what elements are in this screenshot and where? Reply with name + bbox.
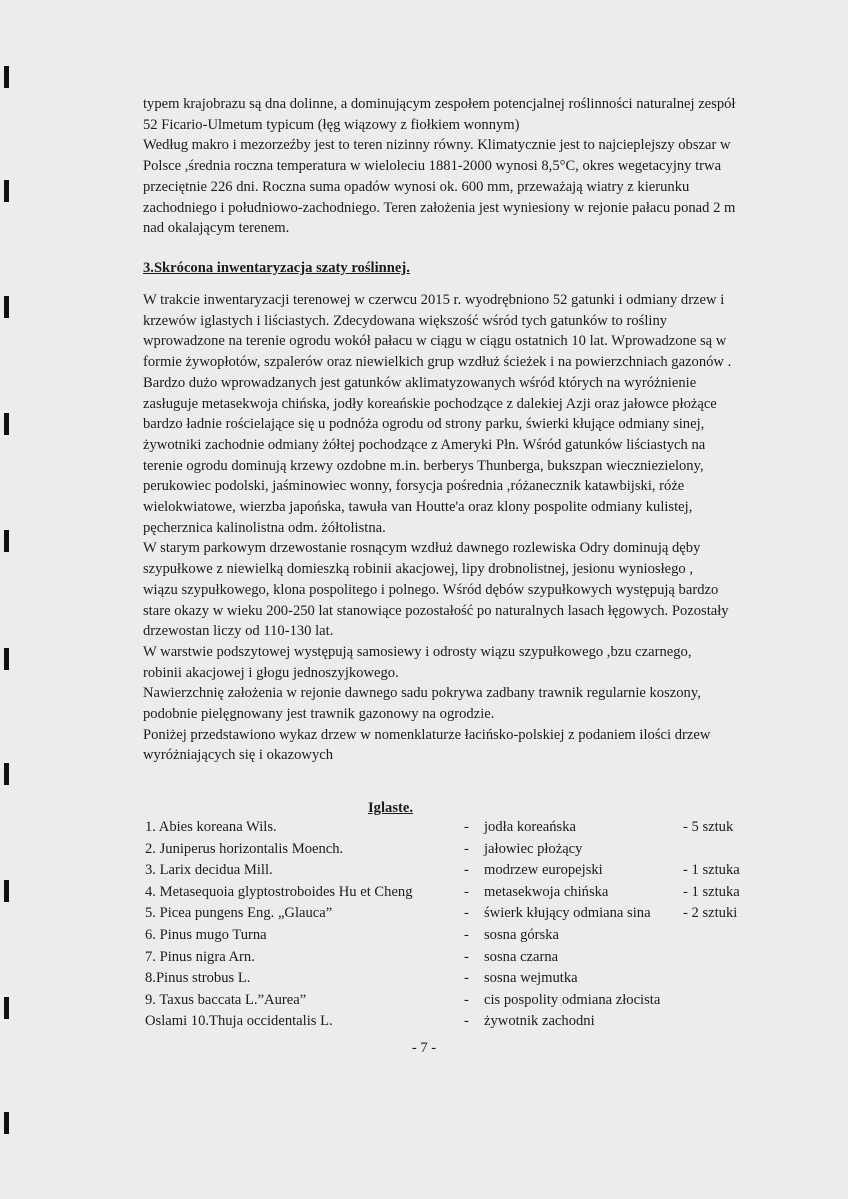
text-line: drzewostan liczy od 110-130 lat. bbox=[143, 623, 334, 640]
conifer-row bbox=[0, 884, 848, 904]
text-line: robinii akacjowej i głogu jednoszyjkowego. bbox=[143, 664, 399, 681]
latin-name: 9. Taxus baccata L.”Aurea” bbox=[145, 991, 307, 1008]
text-line: zasługuje metasekwoja chińska, jodły koreańskie pochodzące z dalekiej Azji oraz jałowce płożące bbox=[143, 395, 717, 412]
binding-mark bbox=[4, 180, 9, 202]
text-line: wielokwiatowe, wierzba japońska, tawuła van Houtte'a oraz klony pospolite odmiany kulistej, bbox=[143, 499, 693, 515]
text-line: W starym parkowym drzewostanie rosnącym wzdłuż dawnego rozlewiska Odry dominują dęby bbox=[143, 540, 701, 557]
text-line: wprowadzone na terenie ogrodu wokół pałacu w ciągu w ciągu ostatnich 10 lat. Wprowadzone są w bbox=[143, 333, 727, 350]
conifer-row bbox=[0, 949, 848, 969]
text-line: terenie ogrodu dominują krzewy ozdobne m.in. berberys Thunberga, bukszpan wiecznie​zielony, bbox=[143, 457, 704, 474]
text-line: stare okazy w wieku 200-250 lat stanowiące pozostałość po naturalnych lasach łęgowych. Pozostały bbox=[143, 602, 729, 619]
separator-dash: - bbox=[464, 948, 469, 965]
polish-name: sosna czarna bbox=[484, 948, 559, 965]
text-line: typem krajobrazu są dna dolinne, a dominującym zespołem potencjalnej roślinności naturalnej zespół bbox=[143, 96, 736, 112]
conifer-row bbox=[0, 862, 848, 882]
conifer-row bbox=[0, 841, 848, 861]
specimen-count: - 2 sztuki bbox=[683, 905, 738, 922]
latin-name: 7. Pinus nigra Arn. bbox=[145, 948, 255, 965]
conifers-heading: Iglaste. bbox=[368, 800, 413, 816]
separator-dash: - bbox=[464, 840, 469, 857]
text-line: bardzo ładnie rościelające się u podnóża ogrodu od strony parku, świerki kłujące odmiany sinej, bbox=[143, 416, 705, 433]
latin-name: 2. Juniperus horizontalis Moench. bbox=[145, 840, 344, 857]
polish-name: metasekwoja chińska bbox=[484, 883, 609, 900]
polish-name: jodła koreańska bbox=[484, 819, 576, 835]
binding-mark bbox=[4, 296, 9, 318]
conifer-row bbox=[0, 905, 848, 925]
binding-mark bbox=[4, 1112, 9, 1134]
text-line: żywotniki zachodnie odmiany żółtej pochodzące z Ameryki Płn. Wśród gatunków liściastych na bbox=[143, 436, 706, 453]
latin-name: 6. Pinus mugo Turna bbox=[145, 927, 267, 943]
polish-name: świerk kłujący odmiana sina bbox=[484, 905, 651, 922]
binding-mark bbox=[4, 530, 9, 552]
specimen-count: - 1 sztuka bbox=[683, 883, 740, 900]
separator-dash: - bbox=[464, 883, 469, 900]
specimen-count: - 1 sztuka bbox=[683, 862, 740, 879]
polish-name: żywotnik zachodni bbox=[484, 1013, 595, 1030]
text-line: W trakcie inwentaryzacji terenowej w czerwcu 2015 r. wyodrębniono 52 gatunki i odmiany drzew i bbox=[143, 292, 725, 308]
separator-dash: - bbox=[464, 970, 469, 987]
binding-mark bbox=[4, 413, 9, 435]
binding-mark bbox=[4, 763, 9, 785]
conifer-row bbox=[0, 927, 848, 947]
latin-name: 4. Metasequoia glyptostroboides Hu et Cheng bbox=[145, 883, 413, 900]
specimen-count: - 5 sztuk bbox=[683, 819, 734, 835]
separator-dash: - bbox=[464, 905, 469, 922]
latin-name: 5. Picea pungens Eng. „Glauca” bbox=[145, 905, 333, 922]
conifer-row bbox=[0, 992, 848, 1012]
polish-name: cis pospolity odmiana złocista bbox=[484, 991, 661, 1008]
separator-dash: - bbox=[464, 819, 469, 835]
text-line: nad okalającym terenem. bbox=[143, 220, 290, 237]
text-line: formie żywopłotów, szpalerów oraz niewielkich grup wzdłuż ścieżek i na powierzchniach gazonów . bbox=[143, 354, 732, 371]
latin-name: 1. Abies koreana Wils. bbox=[145, 819, 277, 835]
polish-name: modrzew europejski bbox=[484, 862, 603, 879]
separator-dash: - bbox=[464, 862, 469, 879]
separator-dash: - bbox=[464, 1013, 469, 1030]
latin-name: 8.Pinus strobus L. bbox=[145, 970, 251, 987]
text-line: podobnie pielęgnowany jest trawnik gazonowy na ogrodzie. bbox=[143, 706, 495, 722]
conifer-row bbox=[0, 970, 848, 990]
binding-mark bbox=[4, 648, 9, 670]
text-line: zachodniego i południowo-zachodniego. Teren założenia jest wyniesiony w rejonie pałacu ponad 2 m bbox=[143, 199, 736, 216]
text-line: wiązu szypułkowego, klona pospolitego i polnego. Wśród dębów szypułkowych występują bardzo bbox=[143, 581, 719, 598]
text-line: Poniżej przedstawiono wykaz drzew w nomenklaturze łacińsko-polskiej z podaniem ilości drzew bbox=[143, 726, 711, 743]
separator-dash: - bbox=[464, 991, 469, 1008]
conifer-row bbox=[0, 819, 848, 839]
text-line: pęcherznica kalinolistna odm. żółtolistna. bbox=[143, 519, 386, 536]
latin-name: 3. Larix decidua Mill. bbox=[145, 862, 273, 879]
separator-dash: - bbox=[464, 927, 469, 943]
text-line: szypułkowe z niewielką domieszką robinii akacjowej, lipy drobnolistnej, jesionu wyniosłego , bbox=[143, 561, 693, 578]
polish-name: sosna górska bbox=[484, 927, 559, 943]
text-line: przeciętnie 226 dni. Roczna suma opadów wynosi ok. 600 mm, przeważają wiatry z kierunku bbox=[143, 178, 690, 195]
binding-mark bbox=[4, 66, 9, 88]
section-heading: 3.Skrócona inwentaryzacja szaty roślinnej. bbox=[143, 260, 410, 276]
latin-name: Oslami 10.Thuja occidentalis L. bbox=[145, 1013, 333, 1030]
polish-name: sosna wejmutka bbox=[484, 970, 578, 987]
conifer-row bbox=[0, 1013, 848, 1033]
text-line: perukowiec podolski, jaśminowiec wonny, forsycja pośrednia ,różanecznik katawbijski, róże bbox=[143, 478, 685, 495]
text-line: krzewów iglastych i liściastych. Zdecydowana większość wśród tych gatunków to rośliny bbox=[143, 312, 668, 329]
text-line: Bardzo dużo wprowadzanych jest gatunków aklimatyzowanych wśród których na wyróżnienie bbox=[143, 374, 697, 391]
text-line: Polsce ,średnia roczna temperatura w wieloleciu 1881-2000 wynosi 8,5°C, okres wegetacyjny trwa bbox=[143, 158, 722, 175]
text-line: Według makro i mezorzeźby jest to teren nizinny równy. Klimatycznie jest to najcieplejszy obszar w bbox=[143, 137, 731, 154]
text-line: wyróżniających się i okazowych bbox=[143, 747, 334, 764]
polish-name: jałowiec płożący bbox=[484, 840, 583, 857]
page-number: - 7 - bbox=[411, 1040, 437, 1056]
text-line: W warstwie podszytowej występują samosiewy i odrosty wiązu szypułkowego ,bzu czarnego, bbox=[143, 643, 692, 660]
text-line: Nawierzchnię założenia w rejonie dawnego sadu pokrywa zadbany trawnik regularnie koszony, bbox=[143, 685, 701, 702]
text-line: 52 Ficario-Ulmetum typicum (łęg wiązowy z fiołkiem wonnym) bbox=[143, 116, 520, 133]
